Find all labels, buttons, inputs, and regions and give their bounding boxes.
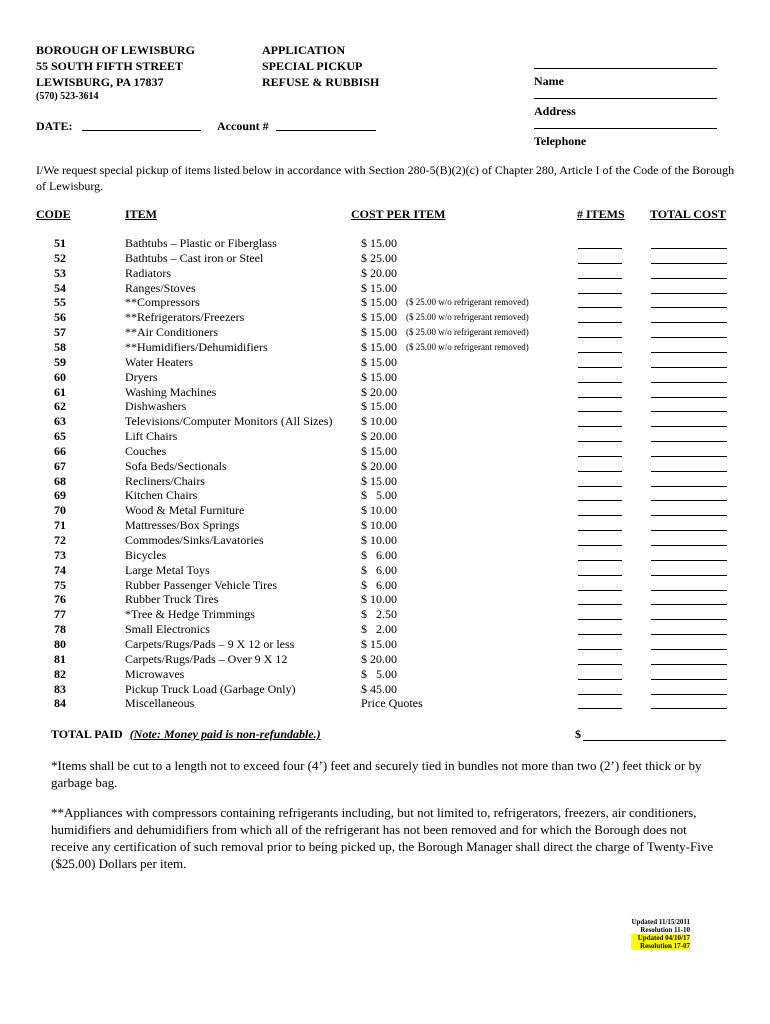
item-total-blank[interactable] xyxy=(651,619,727,620)
item-cost: $ 45.00 xyxy=(361,681,397,696)
table-row xyxy=(0,548,770,563)
item-cost: $ 15.00 xyxy=(361,280,397,295)
total-label: TOTAL PAID xyxy=(51,727,123,741)
item-total-blank[interactable] xyxy=(651,649,727,650)
item-cost: $ 6.00 xyxy=(361,547,397,562)
item-name: Dryers xyxy=(125,369,158,384)
refrigerant-note: ($ 25.00 w/o refrigerant removed) xyxy=(406,327,529,338)
name-label: Name xyxy=(534,74,564,88)
item-name: Large Metal Toys xyxy=(125,562,210,577)
item-total-blank[interactable] xyxy=(651,352,727,353)
item-total-blank[interactable] xyxy=(651,411,727,412)
item-count-blank[interactable] xyxy=(578,515,622,516)
item-code: 51 xyxy=(54,236,66,250)
item-code: 82 xyxy=(54,666,66,681)
table-row xyxy=(0,592,770,607)
account-line[interactable] xyxy=(276,130,376,131)
item-name: Washing Machines xyxy=(125,384,217,399)
item-total-blank[interactable] xyxy=(651,456,727,457)
item-name: **Refrigerators/Freezers xyxy=(125,310,245,325)
item-name: Radiators xyxy=(125,265,171,280)
item-count-blank[interactable] xyxy=(578,382,622,383)
item-cost: $ 20.00 xyxy=(361,429,397,444)
table-row xyxy=(0,652,770,667)
table-row xyxy=(0,325,770,340)
item-code: 58 xyxy=(54,339,66,354)
item-cost: $ 15.00 xyxy=(361,369,397,384)
item-total-blank[interactable] xyxy=(651,530,727,531)
col-cost: COST PER ITEM xyxy=(351,207,446,221)
name-line[interactable] xyxy=(534,68,717,69)
item-code: 83 xyxy=(54,681,66,696)
item-code: 71 xyxy=(54,518,66,533)
col-item: ITEM xyxy=(125,207,158,221)
item-code: 67 xyxy=(54,458,66,473)
item-cost: $ 15.00 xyxy=(361,636,397,651)
item-total-blank[interactable] xyxy=(651,367,727,368)
footnote-tree-trimmings: *Items shall be cut to a length not to exceed four (4’) feet and securely tied in bundles not more than two (2’) feet thick or by garbage bag. xyxy=(51,758,702,790)
table-row xyxy=(0,429,770,444)
col-count: # ITEMS xyxy=(577,207,625,221)
item-code: 80 xyxy=(54,636,66,651)
item-total-blank[interactable] xyxy=(651,397,727,398)
item-count-blank[interactable] xyxy=(578,352,622,353)
item-code: 61 xyxy=(54,384,66,399)
item-count-blank[interactable] xyxy=(578,530,622,531)
item-total-blank[interactable] xyxy=(651,575,727,576)
table-row xyxy=(0,355,770,370)
table-row xyxy=(0,251,770,266)
col-total: TOTAL COST xyxy=(650,207,726,221)
table-row xyxy=(0,399,770,414)
item-name: **Compressors xyxy=(125,295,200,310)
table-row xyxy=(0,295,770,310)
item-cost: $ 15.00 xyxy=(361,399,397,414)
item-count-blank[interactable] xyxy=(578,708,622,709)
total-row xyxy=(51,727,321,742)
item-cost: $ 6.00 xyxy=(361,577,397,592)
org-line-3: LEWISBURG, PA 17837 xyxy=(36,75,164,89)
item-code: 57 xyxy=(54,325,66,340)
item-name: Mattresses/Box Springs xyxy=(125,518,240,533)
item-total-blank[interactable] xyxy=(651,337,727,338)
item-name: Water Heaters xyxy=(125,354,193,369)
item-code: 73 xyxy=(54,547,66,562)
table-row xyxy=(0,637,770,652)
item-count-blank[interactable] xyxy=(578,486,622,487)
item-code: 74 xyxy=(54,562,66,577)
item-cost: $ 5.00 xyxy=(361,488,397,503)
item-count-blank[interactable] xyxy=(578,649,622,650)
item-count-blank[interactable] xyxy=(578,411,622,412)
item-code: 59 xyxy=(54,354,66,369)
table-row xyxy=(0,310,770,325)
item-name: Pickup Truck Load (Garbage Only) xyxy=(125,681,296,696)
item-code: 62 xyxy=(54,399,66,414)
item-count-blank[interactable] xyxy=(578,337,622,338)
item-count-blank[interactable] xyxy=(578,307,622,308)
item-name: **Humidifiers/Dehumidifiers xyxy=(125,339,268,354)
item-total-blank[interactable] xyxy=(651,708,727,709)
update-line-2: Resolution 11-10 xyxy=(640,926,690,934)
item-cost: $ 20.00 xyxy=(361,384,397,399)
item-code: 65 xyxy=(54,429,66,444)
item-count-blank[interactable] xyxy=(578,248,622,249)
update-line-3: Updated 04/10/17 xyxy=(631,934,690,942)
table-row xyxy=(0,236,770,251)
table-row xyxy=(0,266,770,281)
org-line-2: 55 SOUTH FIFTH STREET xyxy=(36,59,184,73)
table-row xyxy=(0,385,770,400)
item-code: 68 xyxy=(54,473,66,488)
item-count-blank[interactable] xyxy=(578,293,622,294)
item-cost: $ 5.00 xyxy=(361,666,397,681)
item-total-blank[interactable] xyxy=(651,441,727,442)
item-name: Rubber Truck Tires xyxy=(125,592,219,607)
item-code: 55 xyxy=(54,295,66,310)
form-title xyxy=(262,42,379,90)
item-code: 60 xyxy=(54,369,66,384)
item-name: *Tree & Hedge Trimmings xyxy=(125,607,255,622)
title-line-2: SPECIAL PICKUP xyxy=(262,59,363,73)
item-count-blank[interactable] xyxy=(578,456,622,457)
item-total-blank[interactable] xyxy=(651,293,727,294)
item-count-blank[interactable] xyxy=(578,545,622,546)
title-line-1: APPLICATION xyxy=(262,43,346,57)
item-code: 63 xyxy=(54,414,66,429)
item-total-blank[interactable] xyxy=(651,634,727,635)
item-name: Lift Chairs xyxy=(125,429,178,444)
item-total-blank[interactable] xyxy=(651,500,727,501)
item-count-blank[interactable] xyxy=(578,471,622,472)
item-name: Bathtubs – Plastic or Fiberglass xyxy=(125,236,277,250)
item-total-blank[interactable] xyxy=(651,590,727,591)
item-name: Recliners/Chairs xyxy=(125,473,205,488)
table-row xyxy=(0,340,770,355)
item-name: Small Electronics xyxy=(125,622,210,637)
item-count-blank[interactable] xyxy=(578,575,622,576)
item-name: Rubber Passenger Vehicle Tires xyxy=(125,577,278,592)
org-line-1: BOROUGH OF LEWISBURG xyxy=(36,43,195,57)
item-count-blank[interactable] xyxy=(578,694,622,695)
item-cost: $ 15.00 xyxy=(361,473,397,488)
item-cost: $ 25.00 xyxy=(361,250,397,265)
item-cost: $ 15.00 xyxy=(361,325,397,340)
item-name: Sofa Beds/Sectionals xyxy=(125,458,227,473)
item-cost: $ 2.50 xyxy=(361,607,397,622)
item-cost: $ 10.00 xyxy=(361,518,397,533)
table-row xyxy=(0,518,770,533)
refrigerant-note: ($ 25.00 w/o refrigerant removed) xyxy=(406,341,529,352)
item-code: 78 xyxy=(54,622,66,637)
item-code: 72 xyxy=(54,533,66,547)
item-total-blank[interactable] xyxy=(651,486,727,487)
item-cost: $ 20.00 xyxy=(361,265,397,280)
total-paid-line[interactable] xyxy=(583,740,726,741)
item-total-blank[interactable] xyxy=(651,426,727,427)
item-total-blank[interactable] xyxy=(651,515,727,516)
address-line[interactable] xyxy=(534,98,717,99)
item-total-blank[interactable] xyxy=(651,278,727,279)
item-count-blank[interactable] xyxy=(578,634,622,635)
item-cost: $ 15.00 xyxy=(361,339,397,354)
table-row xyxy=(0,533,770,548)
table-row xyxy=(0,281,770,296)
item-code: 52 xyxy=(54,250,66,265)
item-code: 75 xyxy=(54,577,66,592)
item-total-blank[interactable] xyxy=(651,248,727,249)
refrigerant-note: ($ 25.00 w/o refrigerant removed) xyxy=(406,297,529,308)
item-name: Carpets/Rugs/Pads – Over 9 X 12 xyxy=(125,651,288,666)
item-count-blank[interactable] xyxy=(578,590,622,591)
item-cost: $ 15.00 xyxy=(361,236,397,250)
borough-address xyxy=(36,42,195,90)
table-row xyxy=(0,488,770,503)
item-cost: $ 15.00 xyxy=(361,443,397,458)
date-line[interactable] xyxy=(82,130,201,131)
item-total-blank[interactable] xyxy=(651,694,727,695)
item-count-blank[interactable] xyxy=(578,397,622,398)
nonrefundable-note: (Note: Money paid is non-refundable.) xyxy=(129,727,321,741)
table-row xyxy=(0,578,770,593)
item-name: Bathtubs – Cast iron or Steel xyxy=(125,250,264,265)
item-count-blank[interactable] xyxy=(578,500,622,501)
item-count-blank[interactable] xyxy=(578,441,622,442)
phone-number: (570) 523-3614 xyxy=(36,91,99,102)
title-line-3: REFUSE & RUBBISH xyxy=(262,75,380,89)
item-name: **Air Conditioners xyxy=(125,325,218,340)
item-cost: $ 15.00 xyxy=(361,310,397,325)
refrigerant-note: ($ 25.00 w/o refrigerant removed) xyxy=(406,312,529,323)
item-total-blank[interactable] xyxy=(651,382,727,383)
item-name: Microwaves xyxy=(125,666,185,681)
item-total-blank[interactable] xyxy=(651,604,727,605)
item-count-blank[interactable] xyxy=(578,322,622,323)
item-cost: $ 15.00 xyxy=(361,354,397,369)
item-name: Ranges/Stoves xyxy=(125,280,196,295)
item-total-blank[interactable] xyxy=(651,545,727,546)
item-count-blank[interactable] xyxy=(578,664,622,665)
item-cost: $ 2.00 xyxy=(361,622,397,637)
item-cost: $ 10.00 xyxy=(361,533,397,547)
item-count-blank[interactable] xyxy=(578,426,622,427)
table-row xyxy=(0,474,770,489)
table-row xyxy=(0,622,770,637)
col-code: CODE xyxy=(36,207,71,221)
update-line-4: Resolution 17-07 xyxy=(631,942,690,950)
item-name: Kitchen Chairs xyxy=(125,488,198,503)
item-count-blank[interactable] xyxy=(578,263,622,264)
item-name: Televisions/Computer Monitors (All Sizes) xyxy=(125,414,333,429)
address-label: Address xyxy=(534,104,576,118)
item-count-blank[interactable] xyxy=(578,560,622,561)
item-cost: $ 6.00 xyxy=(361,562,397,577)
table-row xyxy=(0,563,770,578)
item-name: Dishwashers xyxy=(125,399,187,414)
table-row xyxy=(0,667,770,682)
item-name: Wood & Metal Furniture xyxy=(125,503,245,518)
item-cost: $ 10.00 xyxy=(361,503,397,518)
item-cost: $ 15.00 xyxy=(361,295,397,310)
item-code: 56 xyxy=(54,310,66,325)
item-code: 70 xyxy=(54,503,66,518)
table-row xyxy=(0,682,770,697)
table-row xyxy=(0,414,770,429)
item-total-blank[interactable] xyxy=(651,679,727,680)
account-label: Account # xyxy=(217,119,269,133)
item-code: 84 xyxy=(54,696,66,711)
table-row xyxy=(0,607,770,622)
table-row xyxy=(0,370,770,385)
total-dollar-sign: $ xyxy=(575,727,581,741)
item-total-blank[interactable] xyxy=(651,263,727,264)
update-line-1: Updated 11/15/2011 xyxy=(631,918,690,926)
item-cost: $ 20.00 xyxy=(361,458,397,473)
item-count-blank[interactable] xyxy=(578,278,622,279)
date-label: DATE: xyxy=(36,119,73,133)
item-total-blank[interactable] xyxy=(651,560,727,561)
intro-paragraph: I/We request special pickup of items listed below in accordance with Section 280-5(B)(2)(c) of Chapter 280, Article I of the Code of the Borough of Lewisburg. xyxy=(36,163,735,193)
table-row xyxy=(0,503,770,518)
item-name: Couches xyxy=(125,443,167,458)
telephone-label: Telephone xyxy=(534,134,587,148)
item-cost: $ 10.00 xyxy=(361,414,397,429)
item-count-blank[interactable] xyxy=(578,619,622,620)
update-notice xyxy=(631,918,690,950)
item-total-blank[interactable] xyxy=(651,471,727,472)
item-total-blank[interactable] xyxy=(651,307,727,308)
item-total-blank[interactable] xyxy=(651,322,727,323)
table-row xyxy=(0,459,770,474)
table-row xyxy=(0,444,770,459)
item-code: 53 xyxy=(54,265,66,280)
item-code: 66 xyxy=(54,443,66,458)
item-cost: $ 10.00 xyxy=(361,592,397,607)
item-code: 76 xyxy=(54,592,66,607)
item-count-blank[interactable] xyxy=(578,604,622,605)
item-name: Miscellaneous xyxy=(125,696,195,711)
item-name: Commodes/Sinks/Lavatories xyxy=(125,533,264,547)
item-count-blank[interactable] xyxy=(578,679,622,680)
footnote-appliances: **Appliances with compressors containing refrigerants including, but not limited to, refrigerators, freezers, air conditioners, humidifiers and dehumidifiers from which all of the refrigerant has not been removed and for which the Borough does not receive any certification of such removal prior to being picked up, the Borough Manager shall direct the charge of Twenty-Five ($25.00) Dollars per item. xyxy=(51,805,714,871)
telephone-line[interactable] xyxy=(534,128,717,129)
item-code: 54 xyxy=(54,280,66,295)
item-name: Carpets/Rugs/Pads – 9 X 12 or less xyxy=(125,636,295,651)
item-count-blank[interactable] xyxy=(578,367,622,368)
item-cost: $ 20.00 xyxy=(361,651,397,666)
item-total-blank[interactable] xyxy=(651,664,727,665)
item-code: 69 xyxy=(54,488,66,503)
item-code: 77 xyxy=(54,607,66,622)
table-row xyxy=(0,696,770,711)
item-name: Bicycles xyxy=(125,547,167,562)
item-cost: Price Quotes xyxy=(361,696,423,711)
item-code: 81 xyxy=(54,651,66,666)
